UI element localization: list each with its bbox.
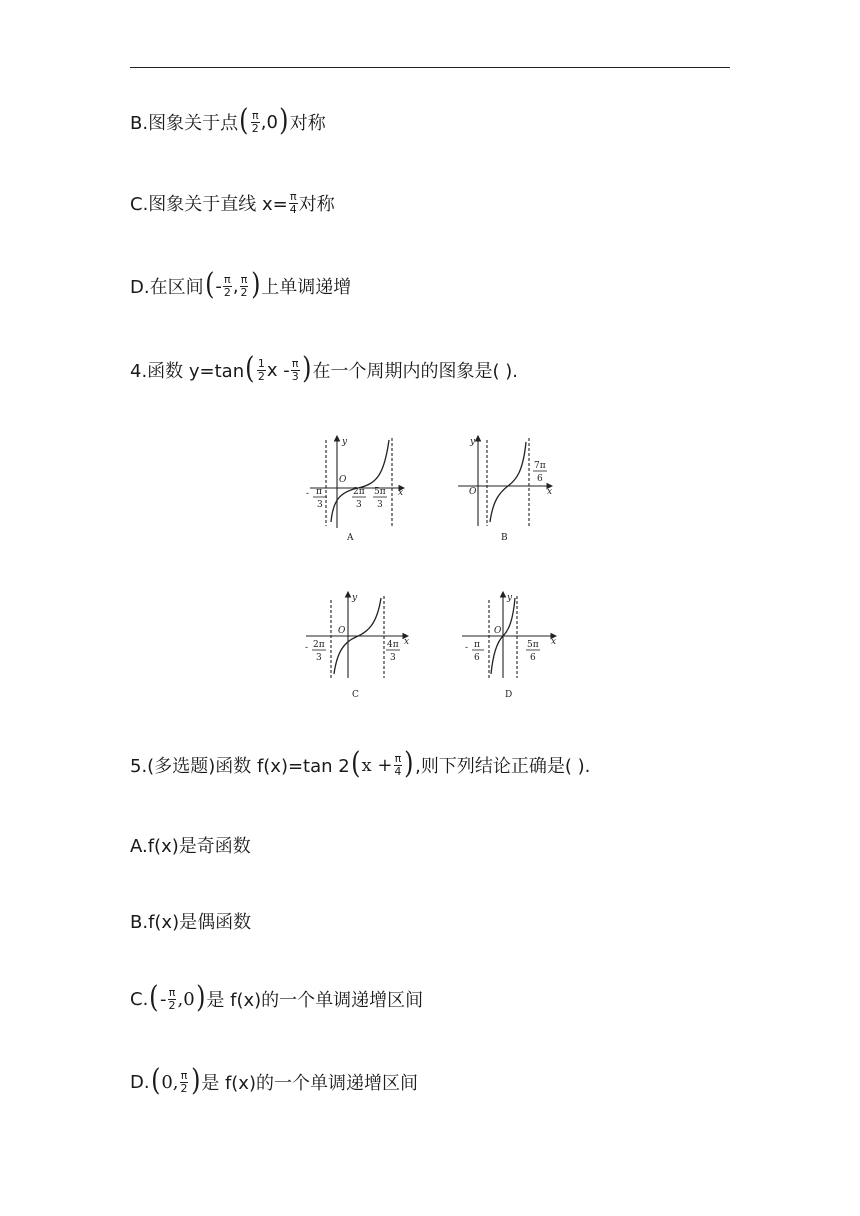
option-text: 对称 — [289, 113, 326, 134]
fraction-den: 4 — [394, 764, 402, 778]
x-label: x — [404, 637, 410, 647]
tick-den: 3 — [316, 653, 322, 663]
q3-option-b — [130, 103, 326, 138]
x-label: x — [547, 487, 553, 497]
y-label: y — [342, 437, 348, 447]
fraction-den: 2 — [257, 369, 265, 383]
tick-den: 3 — [390, 653, 396, 663]
option-text: C. — [130, 988, 149, 1010]
left-paren: ( — [245, 351, 255, 386]
tan-curve — [491, 598, 515, 674]
origin-label: O — [494, 626, 502, 636]
fraction-den: 2 — [240, 285, 248, 299]
left-paren: ( — [350, 746, 361, 781]
tick-num: 7π — [534, 461, 546, 471]
graph-c — [306, 592, 408, 678]
right-paren: ) — [301, 351, 312, 386]
graph-label: D — [505, 690, 513, 700]
fraction-den: 4 — [289, 202, 297, 216]
x-label: x — [398, 488, 404, 498]
option-text: ,0 — [177, 988, 195, 1010]
q5-option-a — [130, 832, 251, 858]
option-text: 0, — [161, 1071, 179, 1093]
right-paren: ) — [190, 1063, 201, 1098]
tick-num: 5π — [527, 640, 539, 650]
graph-d — [462, 592, 556, 678]
tick-den: 6 — [530, 653, 536, 663]
fraction-num: π — [394, 751, 402, 765]
tick-num: 4π — [387, 640, 399, 650]
question-text: 5.(多选题)函数 f(x)=tan 2 — [130, 756, 350, 777]
tan-curve — [490, 442, 526, 522]
tan-curve — [331, 440, 389, 522]
fraction — [168, 987, 177, 1012]
fraction-den: 2 — [180, 1081, 188, 1095]
q5-stem — [130, 746, 591, 781]
option-text: 是 f(x)的一个单调递增区间 — [206, 990, 424, 1011]
tick-sign: - — [306, 489, 310, 499]
graph-label: B — [501, 533, 508, 543]
q4-stem — [130, 351, 518, 386]
fraction-num: π — [180, 1068, 188, 1082]
fraction — [291, 358, 300, 383]
tick-num: 2π — [353, 487, 365, 497]
fraction-den: 2 — [168, 998, 176, 1012]
fraction — [223, 274, 232, 299]
graph-a — [310, 436, 404, 528]
fraction-num: π — [289, 189, 297, 203]
q3-option-c — [130, 190, 335, 216]
fraction-num: π — [291, 356, 299, 370]
minus-sign: - — [215, 275, 222, 297]
fraction — [180, 1070, 189, 1095]
fraction — [257, 358, 266, 383]
graph-label: C — [352, 690, 359, 700]
tick-num: 2π — [313, 640, 325, 650]
option-text: 对称 — [298, 194, 335, 215]
left-paren: ( — [204, 267, 215, 302]
fraction-den: 3 — [291, 369, 299, 383]
right-paren: ) — [279, 103, 289, 138]
q5-option-b — [130, 908, 251, 934]
option-text: D.在区间 — [130, 277, 204, 298]
y-label: y — [507, 593, 513, 603]
y-label: y — [470, 437, 476, 447]
q5-option-d — [130, 1063, 418, 1098]
option-text: D. — [130, 1071, 150, 1093]
fraction — [240, 274, 249, 299]
fraction — [289, 191, 298, 216]
graph-b — [458, 436, 552, 526]
option-text: C.图象关于直线 x= — [130, 194, 288, 215]
question-text: ,则下列结论正确是( ). — [415, 756, 591, 777]
left-paren: ( — [150, 1063, 161, 1098]
left-paren: ( — [239, 103, 249, 138]
fraction-den: 2 — [251, 121, 259, 135]
q5-option-c — [130, 980, 424, 1015]
fraction-num: π — [251, 108, 259, 122]
option-text: A.f(x)是奇函数 — [130, 836, 251, 857]
y-label: y — [352, 593, 358, 603]
origin-label: O — [338, 626, 346, 636]
right-paren: ) — [404, 746, 414, 781]
option-text: ,0 — [260, 111, 278, 133]
fraction-num: π — [240, 272, 248, 286]
right-paren: ) — [250, 267, 261, 302]
origin-label: O — [469, 487, 477, 497]
question-text: 在一个周期内的图象是( ). — [312, 361, 518, 382]
option-text: B.图象关于点 — [130, 113, 239, 134]
x-label: x — [551, 637, 557, 647]
option-text: B.f(x)是偶函数 — [130, 912, 252, 933]
tan-curve — [334, 598, 381, 674]
tick-den: 3 — [377, 500, 383, 510]
q3-option-d — [130, 267, 352, 302]
fraction — [251, 110, 260, 135]
tick-num: 5π — [374, 487, 386, 497]
minus-sign: - — [160, 988, 167, 1010]
header-rule — [130, 67, 730, 68]
tick-num: π — [316, 487, 322, 497]
fraction-den: 2 — [223, 285, 231, 299]
fraction-num: π — [168, 985, 176, 999]
question-text: x - — [266, 359, 290, 381]
question-text: 4.函数 y=tan — [130, 361, 245, 382]
comma: , — [232, 275, 239, 297]
fraction — [393, 753, 402, 778]
tick-num: π — [474, 640, 480, 650]
origin-label: O — [339, 475, 347, 485]
option-text: 是 f(x)的一个单调递增区间 — [201, 1073, 418, 1094]
tick-sign: - — [305, 643, 309, 653]
tick-den: 6 — [474, 653, 480, 663]
option-text: 上单调递增 — [261, 277, 352, 298]
tick-den: 6 — [537, 474, 543, 484]
fraction-num: 1 — [257, 356, 265, 370]
tick-den: 3 — [356, 500, 362, 510]
fraction-num: π — [224, 272, 231, 286]
question-text: x + — [361, 754, 393, 776]
right-paren: ) — [195, 980, 206, 1015]
left-paren: ( — [149, 980, 159, 1015]
graph-label: A — [347, 533, 354, 543]
tick-sign: - — [465, 643, 469, 653]
tick-den: 3 — [317, 500, 323, 510]
